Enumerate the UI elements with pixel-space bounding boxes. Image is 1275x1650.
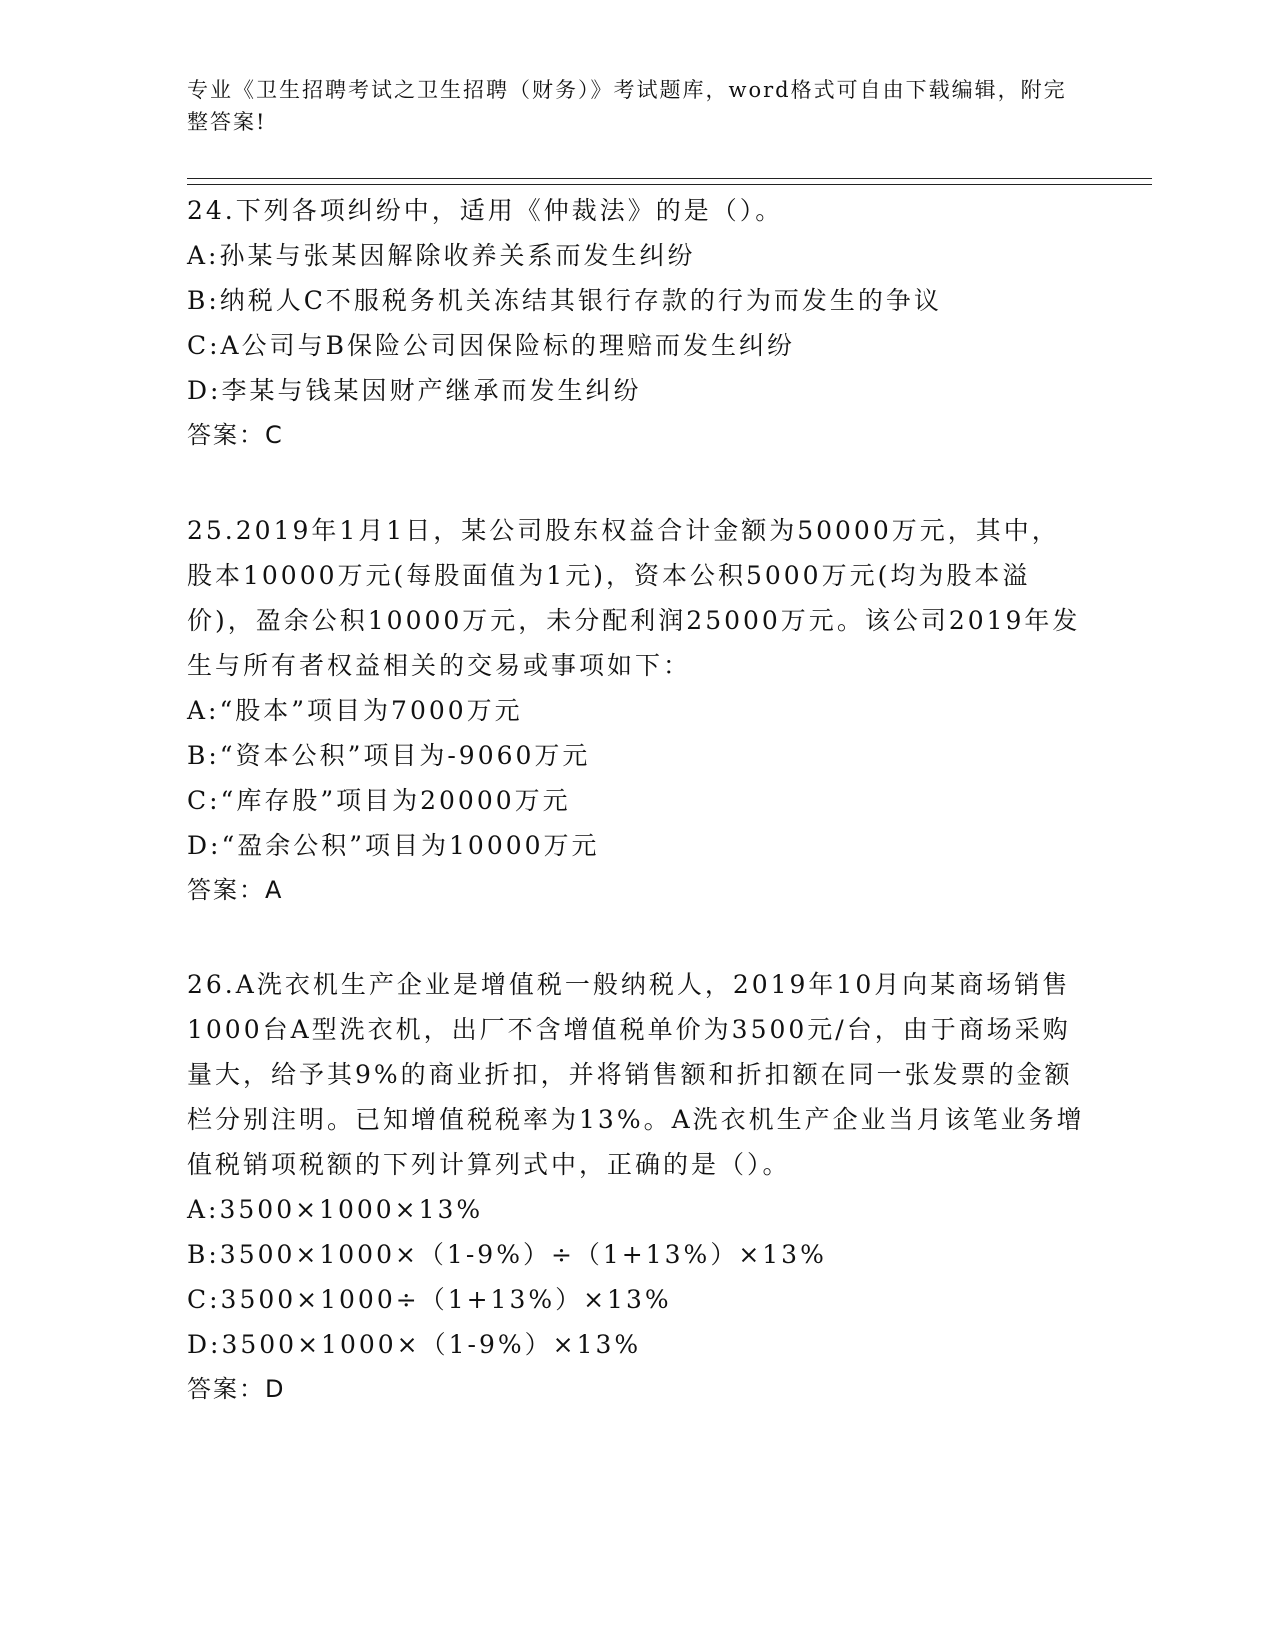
- option-c: C:“库存股”项目为20000万元: [187, 786, 571, 815]
- question-24: [187, 188, 1087, 458]
- question-25: [187, 508, 1087, 913]
- document-header: 专业《卫生招聘考试之卫生招聘（财务）》考试题库，word格式可自由下载编辑，附完整答案!: [187, 78, 1067, 134]
- option-a: A:孙某与张某因解除收养关系而发生纠纷: [187, 241, 696, 270]
- question-stem: 26.A洗衣机生产企业是增值税一般纳税人，2019年10月向某商场销售1000台A型洗衣机，出厂不含增值税单价为3500元/台，由于商场采购量大，给予其9%的商业折扣，并将销售额和折扣额在同一张发票的金额栏分别注明。已知增值税税率为13%。A洗衣机生产企业当月该笔业务增值税销项税额的下列计算列式中，正确的是（）。: [187, 970, 1085, 1179]
- option-c: C:3500×1000÷（1+13%）×13%: [187, 1285, 672, 1314]
- option-a: A:3500×1000×13%: [187, 1195, 484, 1224]
- question-26: [187, 962, 1087, 1412]
- answer: 答案：C: [187, 421, 284, 449]
- option-d: D:李某与钱某因财产继承而发生纠纷: [187, 376, 642, 405]
- option-b: B:纳税人C不服税务机关冻结其银行存款的行为而发生的争议: [187, 286, 942, 315]
- option-d: D:“盈余公积”项目为10000万元: [187, 831, 600, 860]
- answer: 答案：A: [187, 876, 284, 904]
- header-divider-top: [187, 178, 1152, 179]
- header-divider-bottom: [187, 184, 1152, 185]
- option-b: B:3500×1000×（1-9%）÷（1+13%）×13%: [187, 1240, 827, 1269]
- option-c: C:A公司与B保险公司因保险标的理赔而发生纠纷: [187, 331, 795, 360]
- option-b: B:“资本公积”项目为-9060万元: [187, 741, 591, 770]
- question-stem: 25.2019年1月1日，某公司股东权益合计金额为50000万元，其中，股本10000万元(每股面值为1元)，资本公积5000万元(均为股本溢价)，盈余公积10000万元，未分配利润25000万元。该公司2019年发生与所有者权益相关的交易或事项如下：: [187, 516, 1081, 680]
- question-stem: 24.下列各项纠纷中，适用《仲裁法》的是（）。: [187, 196, 784, 225]
- answer: 答案：D: [187, 1375, 286, 1403]
- option-d: D:3500×1000×（1-9%）×13%: [187, 1330, 642, 1359]
- option-a: A:“股本”项目为7000万元: [187, 696, 523, 725]
